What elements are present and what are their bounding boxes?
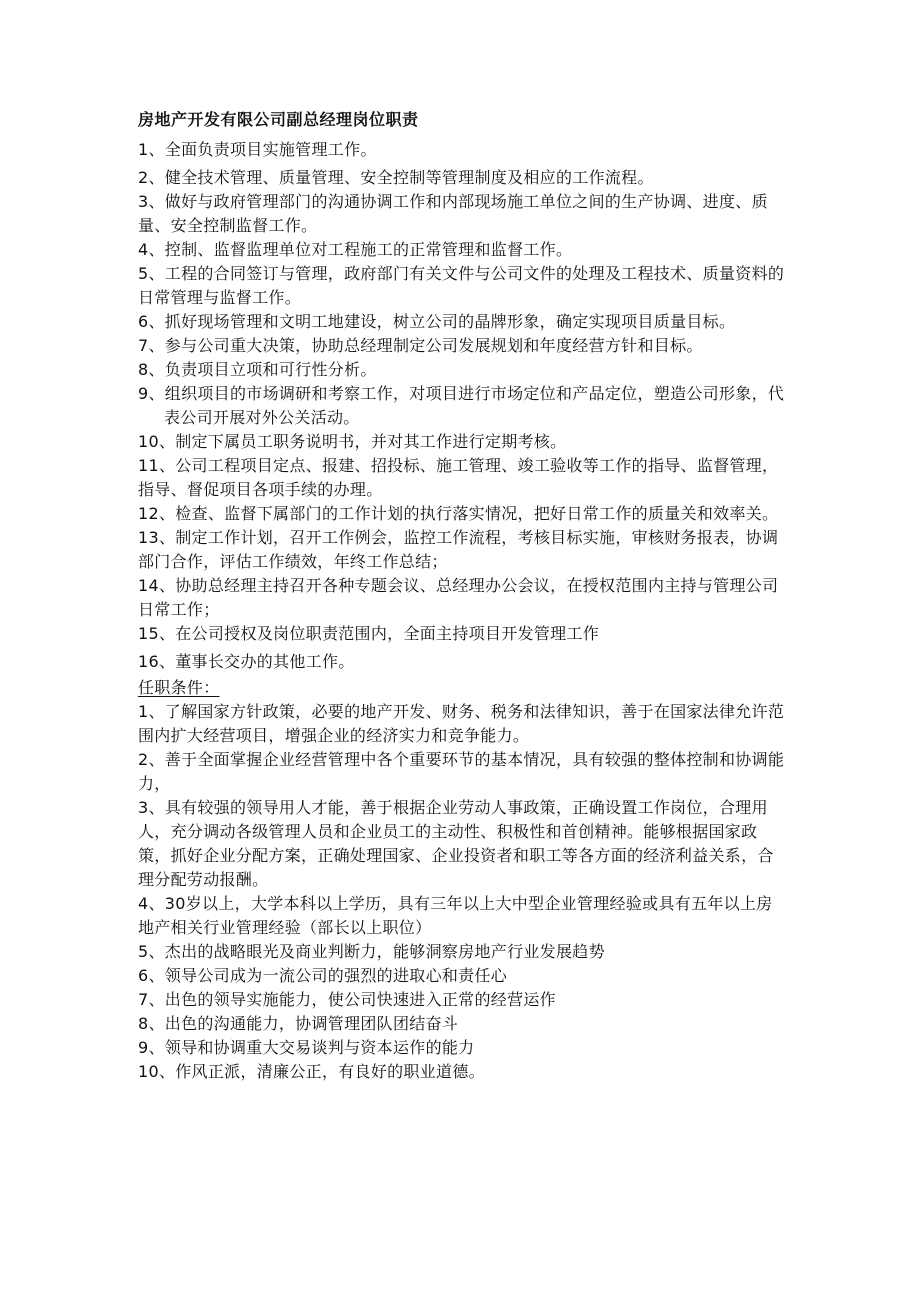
duty-item-9: 9、组织项目的市场调研和考察工作，对项目进行市场定位和产品定位，塑造公司形象，代表公司开展对外公关活动。	[138, 384, 785, 427]
duty-item-11: 11、公司工程项目定点、报建、招投标、施工管理、竣工验收等工作的指导、监督管理，指导、督促项目各项手续的办理。	[138, 456, 779, 499]
requirement-item-10: 10、作风正派，清廉公正，有良好的职业道德。	[138, 1062, 485, 1081]
duty-item-8: 8、负责项目立项和可行性分析。	[138, 360, 377, 379]
document-title: 房地产开发有限公司副总经理岗位职责	[138, 110, 419, 129]
duty-item-1: 1、全面负责项目实施管理工作。	[138, 140, 377, 159]
requirement-item-4: 4、30岁以上，大学本科以上学历，具有三年以上大中型企业管理经验或具有五年以上房地产相关行业管理经验（部长以上职位）	[138, 894, 773, 937]
duty-item-15: 15、在公司授权及岗位职责范围内，全面主持项目开发管理工作	[138, 624, 600, 643]
requirement-item-9: 9、领导和协调重大交易谈判与资本运作的能力	[138, 1038, 475, 1057]
duty-item-13: 13、制定工作计划，召开工作例会，监控工作流程，考核目标实施，审核财务报表，协调部门合作，评估工作绩效，年终工作总结；	[138, 528, 779, 571]
duty-item-7: 7、参与公司重大决策，协助总经理制定公司发展规划和年度经营方针和目标。	[138, 336, 703, 355]
duty-item-4: 4、控制、监督监理单位对工程施工的正常管理和监督工作。	[138, 240, 573, 259]
requirement-item-2: 2、善于全面掌握企业经营管理中各个重要环节的基本情况，具有较强的整体控制和协调能力，	[138, 750, 785, 793]
document-body	[138, 108, 788, 1084]
requirement-item-3: 3、具有较强的领导用人才能，善于根据企业劳动人事政策，正确设置工作岗位，合理用人，充分调动各级管理人员和企业员工的主动性、积极性和首创精神。能够根据国家政策，抓好企业分配方案，正确处理国家、企业投资者和职工等各方面的经济利益关系，合理分配劳动报酬。	[138, 798, 774, 889]
requirement-item-6: 6、领导公司成为一流公司的强烈的进取心和责任心	[138, 966, 508, 985]
requirement-item-8: 8、出色的沟通能力，协调管理团队团结奋斗	[138, 1014, 459, 1033]
duty-item-12: 12、检查、监督下属部门的工作计划的执行落实情况，把好日常工作的质量关和效率关。	[138, 504, 779, 523]
duty-item-3: 3、做好与政府管理部门的沟通协调工作和内部现场施工单位之间的生产协调、进度、质量、安全控制监督工作。	[138, 192, 768, 235]
duty-item-16: 16、董事长交办的其他工作。	[138, 652, 355, 671]
duty-item-6: 6、抓好现场管理和文明工地建设，树立公司的晶牌形象，确定实现项目质量目标。	[138, 312, 736, 331]
duty-item-14: 14、协助总经理主持召开各种专题会议、总经理办公会议，在授权范围内主持与管理公司日常工作；	[138, 576, 779, 619]
requirement-item-5: 5、杰出的战略眼光及商业判断力，能够洞察房地产行业发展趋势	[138, 942, 605, 961]
duty-item-10: 10、制定下属员工职务说明书，并对其工作进行定期考核。	[138, 432, 567, 451]
requirements-heading: 任职条件：	[138, 678, 220, 697]
duty-item-5: 5、工程的合同签订与管理，政府部门有关文件与公司文件的处理及工程技术、质量资料的日常管理与监督工作。	[138, 264, 785, 307]
duty-item-2: 2、健全技术管理、质量管理、安全控制等管理制度及相应的工作流程。	[138, 168, 654, 187]
requirement-item-1: 1、了解国家方针政策，必要的地产开发、财务、税务和法律知识，善于在国家法律允许范围内扩大经营项目，增强企业的经济实力和竞争能力。	[138, 702, 785, 745]
requirement-item-7: 7、出色的领导实施能力，使公司快速进入正常的经营运作	[138, 990, 556, 1009]
